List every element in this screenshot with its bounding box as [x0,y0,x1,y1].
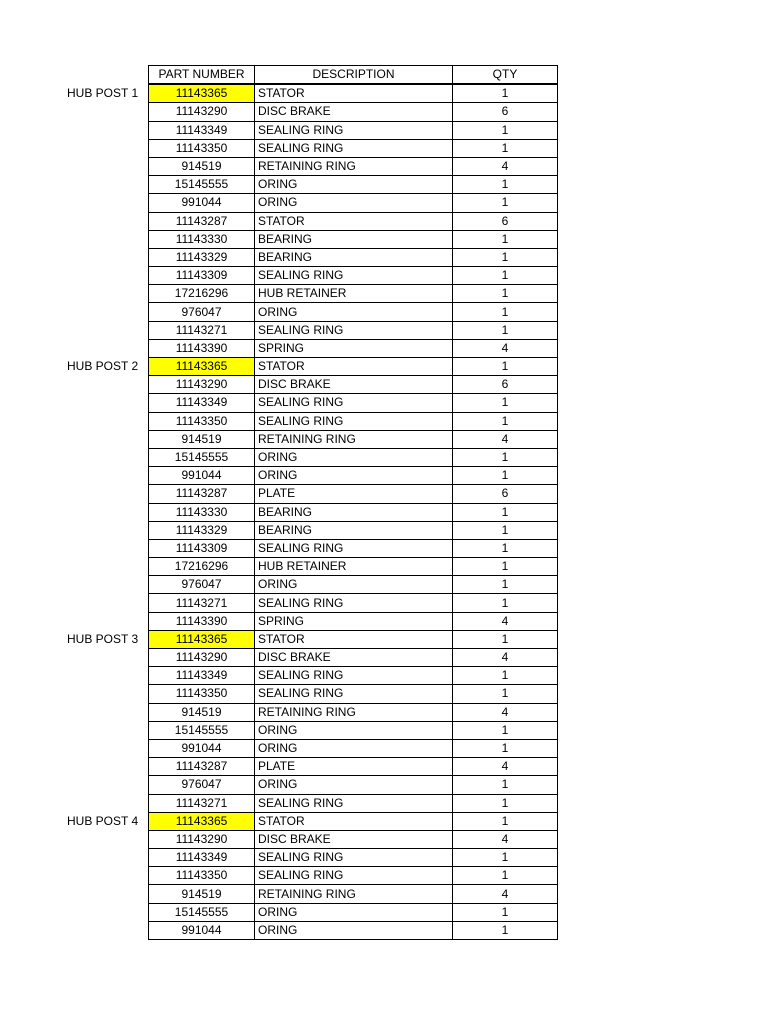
part-number-cell: 11143271 [149,594,255,612]
table-row [149,503,558,521]
table-row [149,321,558,339]
table-row [149,830,558,848]
part-number-cell: 11143329 [149,521,255,539]
description-cell: SPRING [255,339,453,357]
description-cell: STATOR [255,812,453,830]
description-cell: SEALING RING [255,685,453,703]
table-row [149,539,558,557]
hub-post-label: HUB POST 4 [67,813,139,828]
description-cell: ORING [255,176,453,194]
part-number-cell: 11143349 [149,121,255,139]
part-number-cell: 11143330 [149,230,255,248]
description-cell: STATOR [255,84,453,103]
qty-cell: 1 [453,285,558,303]
qty-cell: 6 [453,376,558,394]
table-row [149,157,558,175]
part-number-cell: 11143309 [149,267,255,285]
part-number-cell: 11143365 [149,358,255,376]
description-cell: SEALING RING [255,412,453,430]
table-row [149,358,558,376]
description-cell: ORING [255,739,453,757]
part-number-cell: 15145555 [149,176,255,194]
table-row [149,558,558,576]
part-number-cell: 11143287 [149,485,255,503]
description-cell: STATOR [255,212,453,230]
description-cell: SEALING RING [255,794,453,812]
description-cell: BEARING [255,230,453,248]
part-number-cell: 11143350 [149,867,255,885]
description-cell: SEALING RING [255,121,453,139]
description-cell: ORING [255,921,453,939]
part-number-cell: 991044 [149,194,255,212]
qty-cell: 1 [453,558,558,576]
table-row [149,612,558,630]
qty-cell: 1 [453,303,558,321]
part-number-cell: 11143309 [149,539,255,557]
table-row [149,867,558,885]
part-number-cell: 11143350 [149,139,255,157]
description-cell: SEALING RING [255,267,453,285]
table-row [149,412,558,430]
qty-cell: 1 [453,521,558,539]
qty-cell: 1 [453,812,558,830]
table-row [149,667,558,685]
description-cell: DISC BRAKE [255,649,453,667]
qty-cell: 4 [453,612,558,630]
table-row [149,776,558,794]
part-number-cell: 991044 [149,921,255,939]
table-row [149,176,558,194]
table-row [149,521,558,539]
qty-cell: 1 [453,448,558,466]
description-cell: DISC BRAKE [255,830,453,848]
part-number-cell: 11143390 [149,339,255,357]
description-cell: SEALING RING [255,321,453,339]
description-cell: SEALING RING [255,667,453,685]
qty-cell: 1 [453,539,558,557]
table-row [149,903,558,921]
description-cell: SEALING RING [255,539,453,557]
description-cell: DISC BRAKE [255,376,453,394]
description-cell: RETAINING RING [255,885,453,903]
description-cell: SEALING RING [255,849,453,867]
part-number-cell: 17216296 [149,285,255,303]
part-number-cell: 11143271 [149,321,255,339]
qty-cell: 1 [453,194,558,212]
part-number-cell: 976047 [149,776,255,794]
qty-cell: 1 [453,794,558,812]
table-row [149,921,558,939]
description-cell: SPRING [255,612,453,630]
part-number-cell: 11143350 [149,685,255,703]
qty-cell: 4 [453,758,558,776]
description-cell: ORING [255,576,453,594]
qty-cell: 1 [453,394,558,412]
qty-cell: 1 [453,576,558,594]
qty-cell: 1 [453,630,558,648]
hub-post-label: HUB POST 2 [67,359,139,373]
table-row [149,739,558,757]
part-number-cell: 976047 [149,576,255,594]
qty-cell: 1 [453,776,558,794]
table-row [149,649,558,667]
description-cell: SEALING RING [255,139,453,157]
part-number-cell: 11143290 [149,830,255,848]
qty-cell: 4 [453,703,558,721]
description-cell: PLATE [255,485,453,503]
part-number-cell: 15145555 [149,448,255,466]
qty-cell: 4 [453,339,558,357]
table-row [149,685,558,703]
part-number-cell: 11143290 [149,103,255,121]
qty-cell: 6 [453,103,558,121]
qty-cell: 1 [453,903,558,921]
description-cell: RETAINING RING [255,157,453,175]
description-header: DESCRIPTION [255,66,453,85]
description-cell: SEALING RING [255,394,453,412]
hub-post-label: HUB POST 1 [67,85,139,100]
description-cell: BEARING [255,521,453,539]
table-row [149,448,558,466]
table-row [149,467,558,485]
qty-cell: 6 [453,485,558,503]
table-row [149,303,558,321]
part-number-cell: 11143329 [149,248,255,266]
qty-cell: 1 [453,248,558,266]
part-number-cell: 11143365 [149,84,255,103]
qty-cell: 1 [453,685,558,703]
qty-cell: 1 [453,867,558,885]
qty-cell: 1 [453,230,558,248]
part-number-cell: 11143290 [149,376,255,394]
qty-cell: 1 [453,139,558,157]
qty-cell: 4 [453,885,558,903]
table-row [149,212,558,230]
table-row [149,103,558,121]
description-cell: DISC BRAKE [255,103,453,121]
part-number-cell: 11143365 [149,812,255,830]
table-row [149,84,558,103]
description-cell: STATOR [255,630,453,648]
part-number-cell: 914519 [149,885,255,903]
table-row [149,339,558,357]
table-row [149,121,558,139]
qty-cell: 6 [453,212,558,230]
description-cell: BEARING [255,503,453,521]
table-row [149,248,558,266]
qty-cell: 1 [453,321,558,339]
part-number-cell: 15145555 [149,903,255,921]
part-number-cell: 11143365 [149,630,255,648]
qty-cell: 1 [453,739,558,757]
qty-cell: 1 [453,412,558,430]
qty-cell: 1 [453,721,558,739]
description-cell: HUB RETAINER [255,558,453,576]
table-row [149,285,558,303]
qty-cell: 1 [453,267,558,285]
part-number-cell: 976047 [149,303,255,321]
qty-cell: 1 [453,594,558,612]
part-number-cell: 11143349 [149,849,255,867]
qty-cell: 4 [453,830,558,848]
description-cell: SEALING RING [255,594,453,612]
qty-cell: 4 [453,649,558,667]
table-row [149,703,558,721]
description-cell: HUB RETAINER [255,285,453,303]
description-cell: ORING [255,303,453,321]
table-row [149,794,558,812]
table-row [149,758,558,776]
qty-cell: 1 [453,176,558,194]
hub-post-label: HUB POST 3 [67,631,139,646]
table-row [149,885,558,903]
parts-table [148,65,558,940]
table-row [149,721,558,739]
part-number-cell: 11143349 [149,667,255,685]
table-row [149,376,558,394]
part-number-cell: 914519 [149,703,255,721]
table-row [149,485,558,503]
part-number-cell: 11143271 [149,794,255,812]
table-row [149,139,558,157]
qty-cell: 4 [453,157,558,175]
description-cell: ORING [255,194,453,212]
header-row [149,66,558,85]
table-row [149,394,558,412]
qty-cell: 4 [453,430,558,448]
part-number-header: PART NUMBER [149,66,255,85]
qty-cell: 1 [453,467,558,485]
part-number-cell: 11143290 [149,649,255,667]
description-cell: STATOR [255,358,453,376]
table-row [149,630,558,648]
qty-cell: 1 [453,921,558,939]
table-row [149,576,558,594]
qty-cell: 1 [453,503,558,521]
part-number-cell: 991044 [149,739,255,757]
description-cell: SEALING RING [255,867,453,885]
part-number-cell: 11143349 [149,394,255,412]
part-number-cell: 11143390 [149,612,255,630]
part-number-cell: 15145555 [149,721,255,739]
qty-cell: 1 [453,667,558,685]
qty-cell: 1 [453,84,558,103]
table-row [149,230,558,248]
part-number-cell: 11143287 [149,758,255,776]
qty-cell: 1 [453,121,558,139]
part-number-cell: 17216296 [149,558,255,576]
table-row [149,594,558,612]
qty-cell: 1 [453,358,558,376]
description-cell: ORING [255,721,453,739]
description-cell: BEARING [255,248,453,266]
description-cell: ORING [255,903,453,921]
part-number-cell: 11143287 [149,212,255,230]
part-number-cell: 11143350 [149,412,255,430]
qty-header: QTY [453,66,558,85]
qty-cell: 1 [453,849,558,867]
part-number-cell: 914519 [149,157,255,175]
table-row [149,430,558,448]
table-row [149,267,558,285]
table-row [149,194,558,212]
description-cell: ORING [255,448,453,466]
description-cell: RETAINING RING [255,703,453,721]
table-body [149,84,558,939]
table-row [149,812,558,830]
description-cell: ORING [255,776,453,794]
part-number-cell: 914519 [149,430,255,448]
part-number-cell: 11143330 [149,503,255,521]
description-cell: ORING [255,467,453,485]
part-number-cell: 991044 [149,467,255,485]
description-cell: RETAINING RING [255,430,453,448]
table-row [149,849,558,867]
description-cell: PLATE [255,758,453,776]
